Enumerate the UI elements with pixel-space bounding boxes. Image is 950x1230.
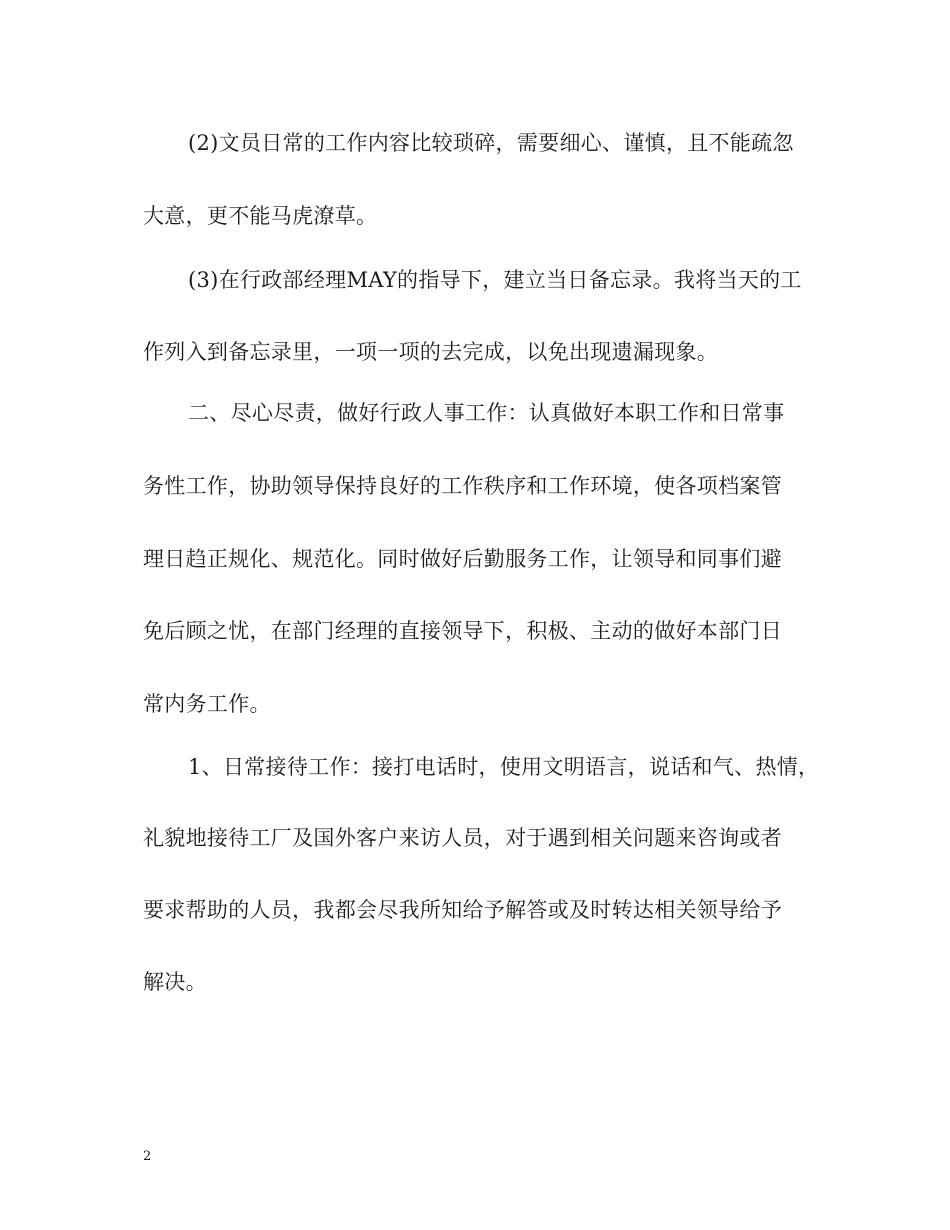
page-number: 2 [143, 1149, 152, 1164]
paragraph-line: 大意，更不能马虎潦草。 [143, 204, 378, 228]
paragraph-line: 解决。 [143, 970, 207, 994]
paragraph-line: 要求帮助的人员，我都会尽我所知给予解答或及时转达相关领导给予 [143, 898, 782, 922]
paragraph-line: 礼貌地接待工厂及国外客户来访人员，对于遇到相关问题来咨询或者 [143, 826, 782, 850]
paragraph-line: 作列入到备忘录里，一项一项的去完成，以免出现遗漏现象。 [143, 340, 719, 364]
paragraph-line: 务性工作，协助领导保持良好的工作秩序和工作环境，使各项档案管 [143, 474, 782, 498]
paragraph-line: 常内务工作。 [143, 692, 271, 716]
paragraph-line: 二、尽心尽责，做好行政人事工作：认真做好本职工作和日常事 [188, 401, 785, 425]
paragraph-line: 免后顾之忧，在部门经理的直接领导下，积极、主动的做好本部门日 [143, 619, 782, 643]
paragraph-line: (2)文员日常的工作内容比较琐碎，需要细心、谨慎，且不能疏忽 [188, 131, 794, 155]
paragraph-line: 理日趋正规化、规范化。同时做好后勤服务工作，让领导和同事们避 [143, 547, 782, 571]
paragraph-line: (3)在行政部经理MAY的指导下，建立当日备忘录。我将当天的工 [188, 268, 802, 292]
paragraph-line: 1、日常接待工作：接打电话时，使用文明语言，说话和气、热情， [188, 755, 820, 779]
